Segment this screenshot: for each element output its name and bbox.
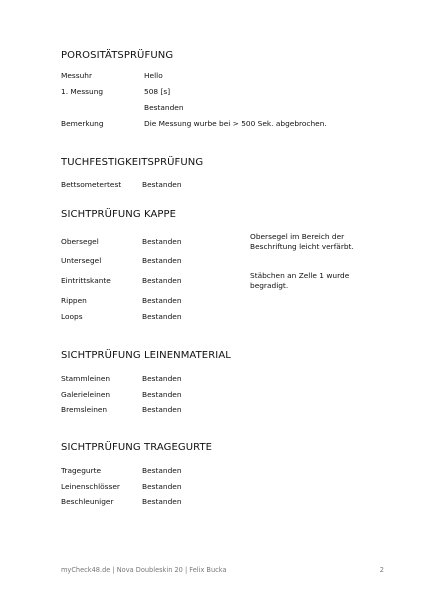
row-key: Messuhr <box>61 71 93 80</box>
section-title: POROSITÄTSPRÜFUNG <box>61 50 174 61</box>
row-value: Bestanden <box>142 405 182 414</box>
row-value: Hello <box>144 71 163 80</box>
row-value: Bestanden <box>142 482 182 491</box>
page-number: 2 <box>379 566 384 574</box>
row-key: Leinenschlösser <box>61 482 120 491</box>
row-value: Bestanden <box>142 276 182 285</box>
row-key: Eintrittskante <box>61 276 111 285</box>
remark-note: Stäbchen an Zelle 1 wurde begradigt. <box>250 271 350 290</box>
row-key: Galerieleinen <box>61 390 111 399</box>
remark-note: Obersegel im Bereich der Beschriftung leicht verfärbt. <box>250 232 354 251</box>
row-value: Bestanden <box>142 374 182 383</box>
row-value: Bestanden <box>142 237 182 246</box>
row-key: Beschleuniger <box>61 497 114 506</box>
section-leinenmaterial <box>61 350 391 414</box>
row-key: Stammleinen <box>61 374 111 383</box>
row-key: Bemerkung <box>61 119 104 128</box>
row-key: 1. Messung <box>61 87 104 96</box>
row-key: Loops <box>61 312 83 321</box>
section-title: TUCHFESTIGKEITSPRÜFUNG <box>61 157 204 168</box>
row-key: Bettsometertest <box>61 180 122 189</box>
section-title: SICHTPRÜFUNG KAPPE <box>61 209 177 220</box>
page-footer <box>61 566 384 574</box>
row-key: Untersegel <box>61 256 102 265</box>
row-key: Rippen <box>61 296 87 305</box>
row-key: Tragegurte <box>61 466 102 475</box>
section-porositaet <box>61 50 391 128</box>
section-tuchfestigkeit <box>61 157 391 189</box>
row-value: Bestanden <box>142 180 182 189</box>
section-tragegurte <box>61 442 391 506</box>
row-value: 508 [s] <box>144 87 171 96</box>
row-value: Bestanden <box>142 312 182 321</box>
row-value: Bestanden <box>142 466 182 475</box>
row-value: Bestanden <box>142 296 182 305</box>
row-value: Bestanden <box>144 103 184 112</box>
section-kappe <box>61 209 391 321</box>
row-value: Bestanden <box>142 497 182 506</box>
section-title: SICHTPRÜFUNG LEINENMATERIAL <box>61 350 231 361</box>
section-title: SICHTPRÜFUNG TRAGEGURTE <box>61 442 213 453</box>
row-value: Die Messung wurbe bei > 500 Sek. abgebrochen. <box>144 119 327 128</box>
row-key: Obersegel <box>61 237 99 246</box>
row-value: Bestanden <box>142 390 182 399</box>
row-key: Bremsleinen <box>61 405 108 414</box>
footer-text: myCheck48.de | Nova Doubleskin 20 | Felix Bucka <box>61 566 227 574</box>
row-value: Bestanden <box>142 256 182 265</box>
